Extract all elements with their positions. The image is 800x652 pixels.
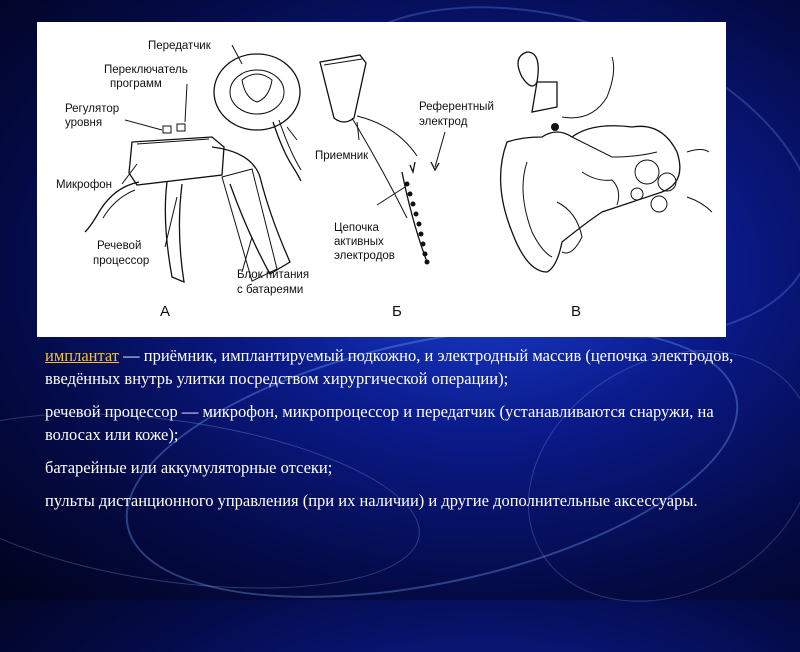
paragraph-implant-text: — приёмник, имплантируемый подкожно, и электродный массив (цепочка электродов, введённых внутрь улитки посредством хирургической операции); (45, 346, 734, 388)
panel-label-b: Б (392, 303, 402, 320)
figure-drawing (37, 22, 726, 337)
paragraph-battery: батарейные или аккумуляторные отсеки; (45, 458, 333, 477)
label-program-switch-2: программ (110, 78, 162, 90)
label-speech-processor-1: Речевой (97, 240, 142, 252)
description-text (45, 344, 760, 522)
panel-label-c: В (571, 303, 582, 320)
panel-label-a: А (160, 303, 171, 320)
cochlear-implant-figure (37, 22, 726, 337)
ear-anatomy-drawing (501, 52, 712, 272)
label-microphone: Микрофон (56, 179, 113, 191)
label-reference-electrode-1: Референтный (419, 101, 494, 113)
receiver-drawing (320, 55, 417, 218)
label-power-unit-2: с батареями (237, 284, 304, 296)
label-speech-processor-2: процессор (93, 255, 150, 267)
label-power-unit-1: Блок питания (237, 269, 310, 281)
paragraph-remote: пульты дистанционного управления (при их наличии) и другие дополнительные аксессуары. (45, 491, 698, 510)
label-level-regulator-2: уровня (65, 117, 103, 129)
label-reference-electrode-2: электрод (419, 116, 468, 128)
implant-link[interactable]: имплантат (45, 346, 120, 365)
transmitter-drawing (214, 54, 301, 181)
electrode-chain-drawing (402, 172, 430, 265)
label-electrode-chain-2: активных (334, 236, 384, 248)
paragraph-speech-processor: речевой процессор — микрофон, микропроцессор и передатчик (устанавливаются снаружи, на волосах или коже); (45, 402, 714, 444)
paragraph-implant (45, 344, 760, 390)
label-electrode-chain-1: Цепочка (334, 222, 379, 234)
label-level-regulator-1: Регулятор (65, 103, 120, 115)
label-program-switch-1: Переключатель (104, 64, 188, 76)
label-receiver: Приемник (315, 150, 369, 162)
label-electrode-chain-3: электродов (334, 250, 395, 262)
label-transmitter: Передатчик (148, 40, 211, 52)
